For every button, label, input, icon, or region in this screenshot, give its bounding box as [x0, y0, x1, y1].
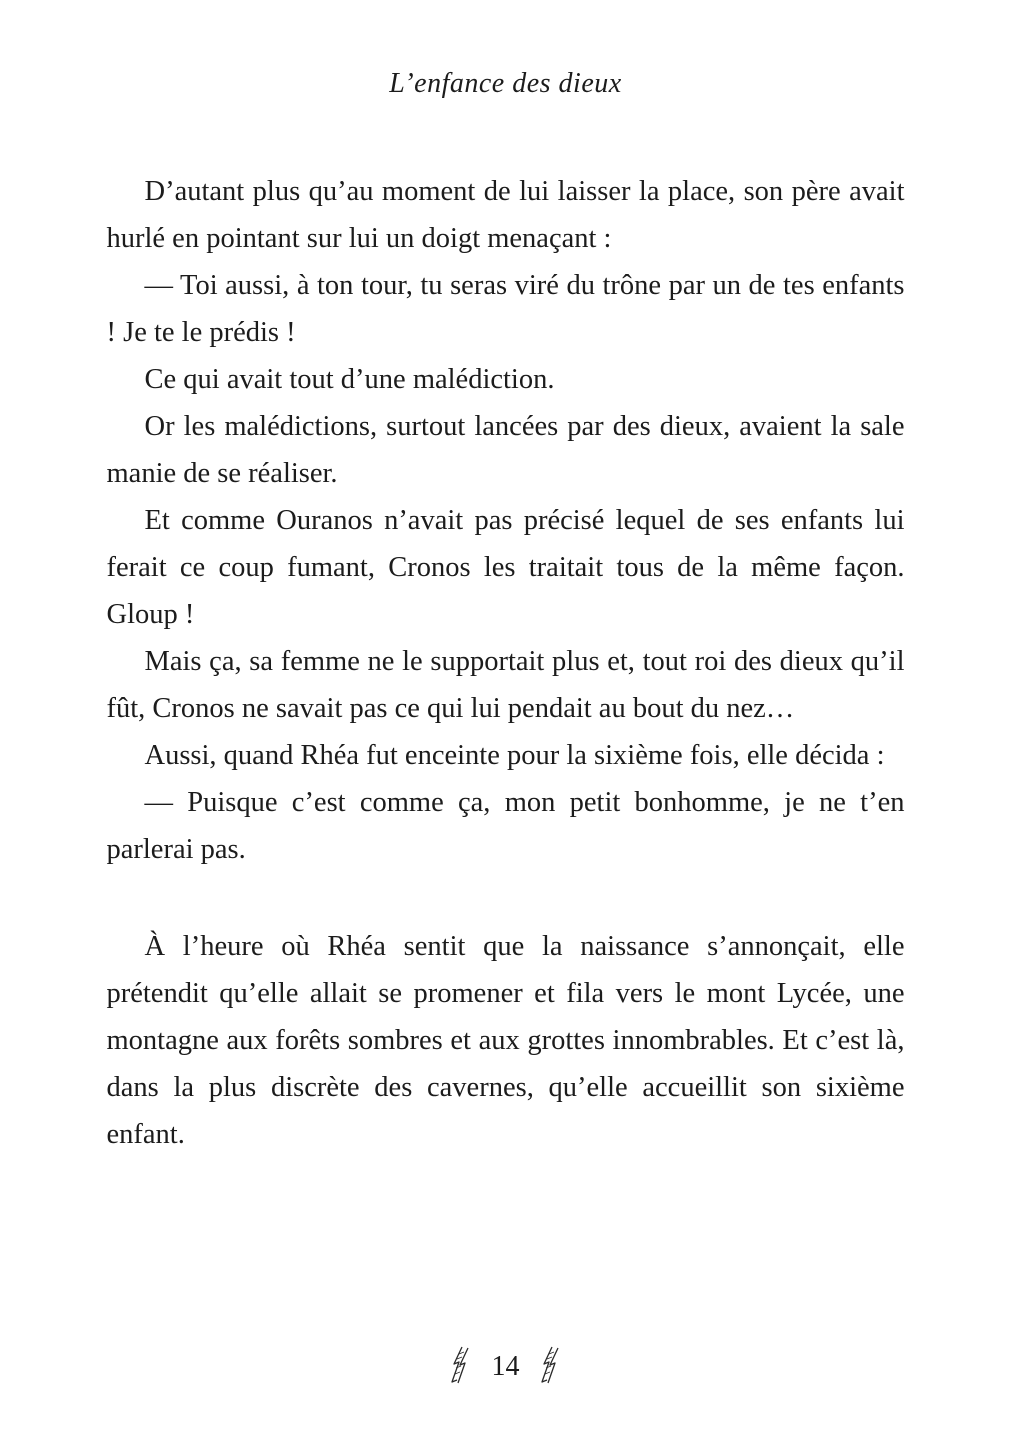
paragraph: D’autant plus qu’au moment de lui laisser la place, son père avait hurlé en pointant sur lui un doigt menaçant :: [106, 176, 905, 254]
paragraph: Mais ça, sa femme ne le supportait plus et, tout roi des dieux qu’il fût, Cronos ne savait pas ce qui lui pendait au bout du nez…: [106, 646, 905, 724]
running-header: L’enfance des dieux: [389, 68, 622, 99]
paragraph: Et comme Ouranos n’avait pas précisé lequel de ses enfants lui ferait ce coup fumant, Cronos les traitait tous de la même façon. Gloup !: [106, 505, 905, 630]
lightning-bolt-icon: [540, 1346, 562, 1388]
paragraph-dialogue: — Puisque c’est comme ça, mon petit bonhomme, je ne t’en parlerai pas.: [106, 787, 905, 865]
body-text: [107, 168, 905, 1158]
paragraph-dialogue: — Toi aussi, à ton tour, tu seras viré du trône par un de tes enfants ! Je te le prédis !: [106, 270, 905, 348]
paragraph: À l’heure où Rhéa sentit que la naissance s’annonçait, elle prétendit qu’elle allait se promener et fila vers le mont Lycée, une montagne aux forêts sombres et aux grottes innombrables. Et c’est là, dans la plus discrète des cavernes, qu’elle accueillit son sixième enfant.: [106, 931, 905, 1150]
page-footer: [0, 1346, 1011, 1388]
paragraph: Aussi, quand Rhéa fut enceinte pour la sixième fois, elle décida :: [144, 740, 885, 771]
lightning-bolt-icon: [450, 1346, 472, 1388]
paragraph: Or les malédictions, surtout lancées par des dieux, avaient la sale manie de se réaliser.: [106, 411, 905, 489]
paragraph: Ce qui avait tout d’une malédiction.: [144, 364, 555, 395]
page-number: 14: [491, 1351, 520, 1382]
